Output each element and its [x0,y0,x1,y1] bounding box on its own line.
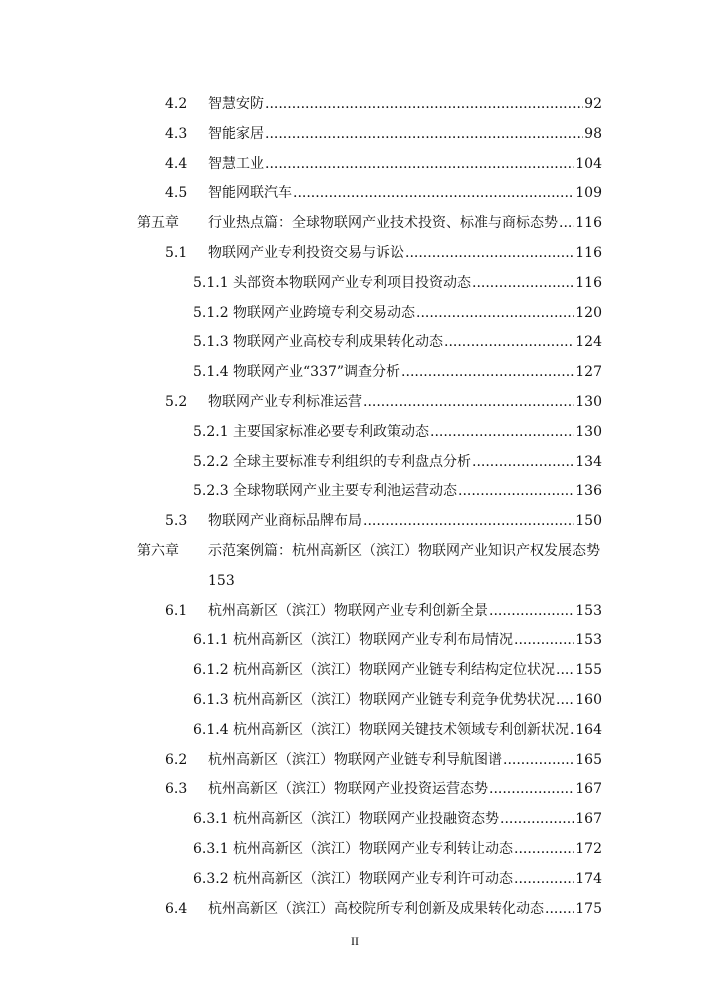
dot-leader [489,602,574,620]
dot-leader [363,512,574,530]
dot-leader [265,155,574,173]
toc-entry-page: 130 [575,394,602,410]
dot-leader [570,721,574,739]
toc-entry-page: 120 [575,304,602,321]
toc-entry-title: 物联网产业高校专利成果转化动态 [233,334,443,351]
toc-entry-page: 130 [575,423,602,440]
toc-entry-number: 4.2 [165,96,188,112]
toc-entry[interactable] [208,512,602,530]
toc-entry-title: 杭州高新区（滨江）物联网产业链专利导航图谱 [208,751,502,768]
dot-leader [401,363,574,381]
toc-entry-title: 杭州高新区（滨江）物联网关键技术领域专利创新状况 [233,721,569,738]
toc-entry-page: 160 [575,692,602,708]
toc-entry[interactable] [208,244,602,262]
toc-entry-number: 6.1 [165,602,188,619]
toc-entry[interactable] [233,363,602,381]
toc-entry[interactable] [208,393,602,411]
dot-leader [430,423,574,441]
dot-leader [559,214,574,232]
toc-entry-number: 6.4 [165,900,188,917]
toc-entry-title: 杭州高新区（滨江）物联网产业专利许可动态 [233,870,513,887]
toc-entry-number: 6.3.2 [193,870,229,887]
dot-leader [458,482,574,500]
toc-entry-page: 167 [575,811,602,828]
toc-entry-page: 174 [575,870,602,887]
toc-entry-number: 6.3.1 [193,841,229,857]
toc-entry[interactable] [208,95,602,113]
toc-entry-page: 116 [575,245,602,261]
toc-entry[interactable] [208,214,602,232]
toc-entry-title: 杭州高新区（滨江）物联网产业链专利结构定位状况 [233,662,555,679]
toc-entry[interactable] [233,721,602,739]
dot-leader [514,840,574,858]
dot-leader [472,274,574,292]
toc-entry[interactable] [208,780,602,798]
toc-entry-page: 150 [575,513,602,530]
toc-entry[interactable] [233,304,602,322]
toc-entry[interactable] [233,482,602,500]
toc-entry[interactable] [208,155,602,173]
dot-leader [405,244,574,262]
toc-entry-number: 第六章 [137,543,179,559]
toc-entry[interactable] [233,870,602,888]
toc-entry-number: 6.1.2 [193,662,229,679]
dot-leader [265,95,583,113]
toc-entry-title: 杭州高新区（滨江）物联网产业链专利竞争优势状况 [233,692,555,708]
dot-leader [545,900,574,918]
dot-leader [514,631,574,649]
page-number-footer: II [351,934,359,948]
toc-entry[interactable] [208,125,602,143]
toc-entry-page: 164 [575,721,602,738]
toc-entry-page: 98 [584,125,602,142]
toc-entry-title: 杭州高新区（滨江）物联网产业专利创新全景 [208,602,488,619]
toc-entry-title: 智慧安防 [208,96,264,112]
toc-entry-page: 155 [575,662,602,679]
toc-entry-number: 6.3.1 [193,811,229,828]
toc-entry-number: 4.5 [165,185,188,202]
toc-entry[interactable] [233,423,602,441]
toc-entry-page: 153 [575,632,602,649]
toc-entry[interactable] [208,751,602,769]
toc-entry-page: 165 [575,751,602,768]
toc-entry-page: 127 [575,364,602,381]
toc-entry-title: 全球主要标准专利组织的专利盘点分析 [233,453,471,470]
dot-leader [472,453,574,471]
toc-entry-title: 智能网联汽车 [208,185,292,202]
toc-entry-title: 物联网产业专利标准运营 [208,394,362,410]
toc-entry-number: 第五章 [137,215,179,232]
toc-entry-page: 104 [575,155,602,172]
toc-entry-title: 杭州高新区（滨江）物联网产业投资运营态势 [208,781,488,798]
toc-entry-title: 物联网产业“337”调查分析 [233,364,401,381]
toc-entry-title: 物联网产业专利投资交易与诉讼 [208,245,404,261]
toc-entry[interactable] [233,631,602,649]
dot-leader [416,304,574,322]
toc-entry-number: 6.2 [165,751,188,768]
toc-entry-page: 124 [575,334,602,351]
dot-leader [489,780,574,798]
toc-entry[interactable] [208,602,602,620]
toc-entry-number: 5.1.1 [193,274,229,291]
dot-leader [444,333,574,351]
toc-entry[interactable] [233,661,602,679]
toc-entry-number: 5.1.4 [193,364,229,381]
toc-entry-number: 6.1.1 [193,632,229,649]
toc-entry-number: 5.1 [165,245,188,261]
toc-entry[interactable] [208,184,602,202]
toc-entry-title: 物联网产业跨境专利交易动态 [233,304,415,321]
toc-entry-page: 167 [575,781,602,798]
toc-entry-page: 172 [575,841,602,857]
dot-leader [363,393,574,411]
toc-entry-title: 物联网产业商标品牌布局 [208,513,362,530]
toc-entry-title: 杭州高新区（滨江）物联网产业专利布局情况 [233,632,513,649]
toc-entry-number: 5.2.1 [193,423,229,440]
toc-entry-page: 175 [575,900,602,917]
toc-entry-number: 4.3 [165,125,188,142]
dot-leader [265,125,583,143]
toc-entry[interactable] [233,453,602,471]
toc-entry-number: 4.4 [165,155,188,172]
toc-entry-number: 5.1.3 [193,334,229,351]
toc-entry-title: 示范案例篇：杭州高新区（滨江）物联网产业知识产权发展态势 [208,543,600,559]
toc-entry-page: 153 [208,572,235,589]
toc-entry-title: 杭州高新区（滨江）物联网产业专利转让动态 [233,841,513,857]
toc-entry-page: 92 [584,96,602,112]
toc-entry-page: 134 [575,453,602,470]
toc-entry-page: 153 [575,602,602,619]
toc-entry-title: 主要国家标准必要专利政策动态 [233,423,429,440]
toc-entry-number: 6.1.4 [193,721,229,738]
dot-leader [556,661,574,679]
toc-entry-number: 5.2.2 [193,453,229,470]
toc-entry-number: 5.3 [165,513,188,530]
toc-entry-number: 6.3 [165,781,188,798]
toc-entry[interactable] [233,810,602,828]
toc-entry-page: 116 [575,215,602,232]
toc-entry-title: 智能家居 [208,125,264,142]
toc-entry-title: 全球物联网产业主要专利池运营动态 [233,483,457,500]
dot-leader [556,691,574,709]
toc-entry[interactable] [208,900,602,918]
dot-leader [503,751,574,769]
toc-entry[interactable] [233,274,602,292]
toc-entry-title: 行业热点篇：全球物联网产业技术投资、标准与商标态势 [208,215,558,232]
toc-entry[interactable] [233,840,602,858]
toc-entry-page: 109 [575,185,602,202]
toc-entry-title: 头部资本物联网产业专利项目投资动态 [233,274,471,291]
dot-leader [500,810,574,828]
toc-entry[interactable] [233,333,602,351]
toc-entry-title: 智慧工业 [208,155,264,172]
toc-entry-number: 5.1.2 [193,304,229,321]
toc-entry-number: 6.1.3 [193,692,229,708]
dot-leader [293,184,574,202]
toc-entry[interactable] [233,691,602,709]
toc-entry-number: 5.2.3 [193,483,229,500]
toc-entry-title: 杭州高新区（滨江）物联网产业投融资态势 [233,811,499,828]
dot-leader [514,870,574,888]
toc-entry-number: 5.2 [165,394,188,410]
toc-entry-title: 杭州高新区（滨江）高校院所专利创新及成果转化动态 [208,900,544,917]
toc-entry-page: 136 [575,483,602,500]
toc-entry-page: 116 [575,274,602,291]
